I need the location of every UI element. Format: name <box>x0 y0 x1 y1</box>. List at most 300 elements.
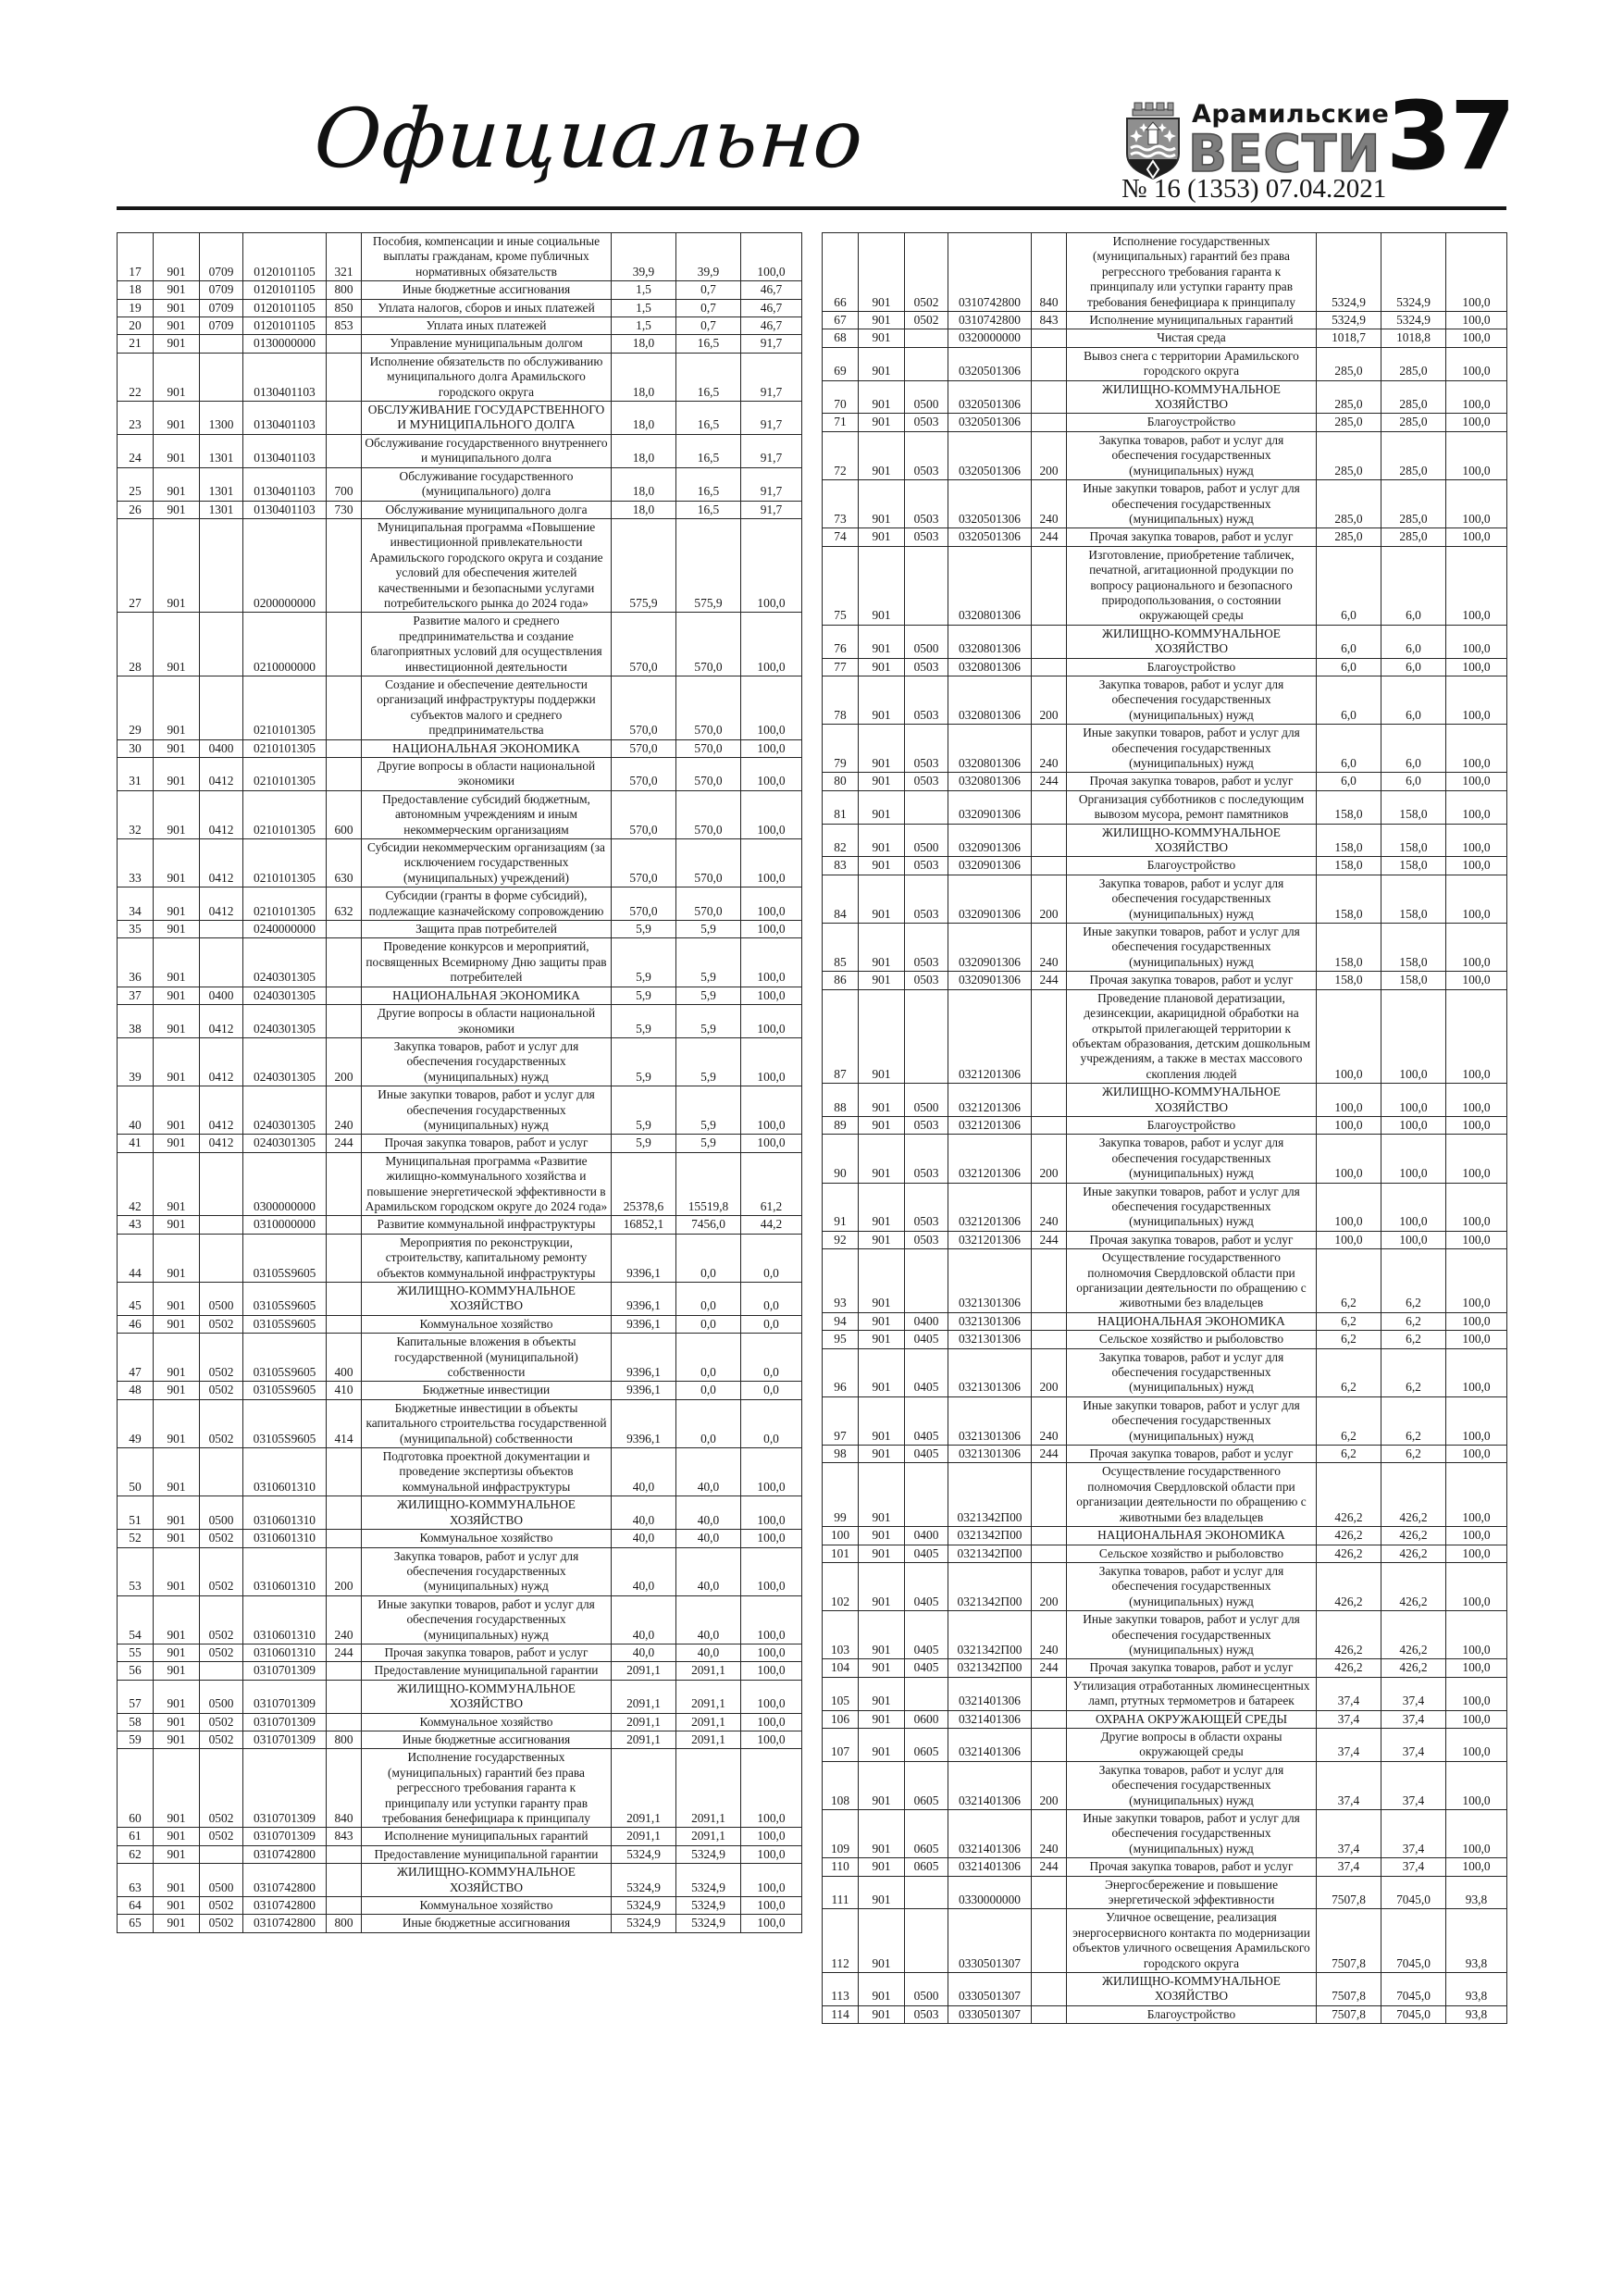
row-number-cell: 38 <box>118 1005 154 1038</box>
grbs-code-cell: 901 <box>154 921 200 938</box>
fact-value-cell: 158,0 <box>1381 824 1446 857</box>
fact-value-cell: 5,9 <box>676 938 741 987</box>
name-cell: Благоустройство <box>1067 857 1317 875</box>
grbs-code-cell: 901 <box>154 1005 200 1038</box>
percent-value-cell: 61,2 <box>741 1152 802 1216</box>
section-code-cell: 0503 <box>905 414 948 431</box>
row-number-cell: 27 <box>118 518 154 612</box>
expense-type-cell: 800 <box>327 281 362 299</box>
plan-value-cell: 9396,1 <box>612 1315 676 1333</box>
table-row <box>118 1644 802 1661</box>
section-code-cell: 0502 <box>200 1382 243 1399</box>
name-cell: Исполнение муниципальных гарантий <box>362 1828 612 1845</box>
plan-value-cell: 9396,1 <box>612 1382 676 1399</box>
expense-type-cell: 840 <box>327 1749 362 1828</box>
name-cell: Иные закупки товаров, работ и услуг для обеспечения государственных (муниципальных) нужд <box>362 1086 612 1135</box>
name-cell: Осуществление государственного полномочия Свердловской области при организации деятельности по обращению с животными без владельцев <box>1067 1249 1317 1313</box>
grbs-code-cell: 901 <box>859 972 905 989</box>
name-cell: Прочая закупка товаров, работ и услуг <box>1067 1659 1317 1677</box>
plan-value-cell: 6,0 <box>1317 676 1381 724</box>
page-section-title: Официально <box>311 91 867 186</box>
percent-value-cell: 100,0 <box>1446 528 1507 546</box>
table-row <box>823 1562 1507 1610</box>
expense-type-cell: 321 <box>327 233 362 281</box>
fact-value-cell: 37,4 <box>1381 1728 1446 1761</box>
table-row <box>118 1399 802 1447</box>
target-article-cell: 0210000000 <box>243 613 327 676</box>
fact-value-cell: 426,2 <box>1381 1659 1446 1677</box>
grbs-code-cell: 901 <box>154 1680 200 1713</box>
target-article-cell: 0310701309 <box>243 1749 327 1828</box>
plan-value-cell: 7507,8 <box>1317 1909 1381 1973</box>
expense-type-cell <box>327 1315 362 1333</box>
fact-value-cell: 5324,9 <box>1381 233 1446 312</box>
grbs-code-cell: 901 <box>859 1909 905 1973</box>
name-cell: Коммунальное хозяйство <box>362 1713 612 1731</box>
table-row <box>118 887 802 921</box>
grbs-code-cell: 901 <box>859 1810 905 1858</box>
budget-table-left <box>117 232 802 1933</box>
plan-value-cell: 570,0 <box>612 887 676 921</box>
section-code-cell: 0412 <box>200 1037 243 1086</box>
fact-value-cell: 158,0 <box>1381 857 1446 875</box>
target-article-cell: 0310701309 <box>243 1828 327 1845</box>
percent-value-cell: 100,0 <box>741 1897 802 1915</box>
row-number-cell: 40 <box>118 1086 154 1135</box>
grbs-code-cell: 901 <box>154 299 200 316</box>
section-code-cell: 0412 <box>200 1005 243 1038</box>
expense-type-cell: 244 <box>327 1135 362 1152</box>
name-cell: Коммунальное хозяйство <box>362 1530 612 1547</box>
grbs-code-cell: 901 <box>859 1876 905 1909</box>
fact-value-cell: 6,2 <box>1381 1396 1446 1445</box>
row-number-cell: 107 <box>823 1728 859 1761</box>
target-article-cell: 0130401103 <box>243 353 327 401</box>
expense-type-cell: 200 <box>1032 1562 1067 1610</box>
name-cell: Уплата иных платежей <box>362 317 612 335</box>
table-row <box>823 380 1507 414</box>
table-row <box>118 1662 802 1680</box>
table-row <box>823 1331 1507 1348</box>
fact-value-cell: 285,0 <box>1381 431 1446 479</box>
expense-type-cell <box>1032 1973 1067 2006</box>
table-row <box>118 1135 802 1152</box>
expense-type-cell <box>327 402 362 435</box>
section-code-cell: 0709 <box>200 299 243 316</box>
table-row <box>118 1749 802 1828</box>
name-cell: Создание и обеспечение деятельности организаций инфраструктуры поддержки субъектов малого и среднего предпринимательства <box>362 676 612 739</box>
name-cell: Мероприятия по реконструкции, строительству, капитальному ремонту объектов коммунальной инфраструктуры <box>362 1234 612 1282</box>
grbs-code-cell: 901 <box>859 924 905 972</box>
name-cell: Развитие коммунальной инфраструктуры <box>362 1216 612 1234</box>
percent-value-cell: 100,0 <box>1446 1116 1507 1134</box>
fact-value-cell: 285,0 <box>1381 414 1446 431</box>
row-number-cell: 22 <box>118 353 154 401</box>
section-code-cell: 0605 <box>905 1728 948 1761</box>
plan-value-cell: 6,0 <box>1317 546 1381 625</box>
name-cell: Прочая закупка товаров, работ и услуг <box>1067 972 1317 989</box>
fact-value-cell: 5,9 <box>676 1005 741 1038</box>
grbs-code-cell: 901 <box>859 233 905 312</box>
name-cell: ЖИЛИЩНО-КОММУНАЛЬНОЕ ХОЗЯЙСТВО <box>362 1283 612 1316</box>
fact-value-cell: 0,0 <box>676 1382 741 1399</box>
target-article-cell: 0321401306 <box>948 1710 1032 1728</box>
table-row <box>118 790 802 838</box>
fact-value-cell: 6,2 <box>1381 1446 1446 1463</box>
expense-type-cell <box>1032 1710 1067 1728</box>
target-article-cell: 03105S9605 <box>243 1334 327 1382</box>
name-cell: Муниципальная программа «Повышение инвестиционной привлекательности Арамильского городского округа и создание условий для обеспечения жителей качественными и безопасными услугами потребительского рынка до 2024 года» <box>362 518 612 612</box>
section-code-cell <box>905 347 948 380</box>
percent-value-cell: 100,0 <box>741 839 802 887</box>
name-cell: Проведение конкурсов и мероприятий, посвященных Всемирному Дню защиты прав потребителей <box>362 938 612 987</box>
table-row <box>823 1973 1507 2006</box>
expense-type-cell <box>327 1864 362 1897</box>
percent-value-cell: 100,0 <box>1446 857 1507 875</box>
name-cell: Закупка товаров, работ и услуг для обеспечения государственных (муниципальных) нужд <box>362 1547 612 1595</box>
row-number-cell: 83 <box>823 857 859 875</box>
expense-type-cell: 853 <box>327 317 362 335</box>
table-row <box>823 1183 1507 1231</box>
percent-value-cell: 100,0 <box>1446 1183 1507 1231</box>
table-row <box>118 839 802 887</box>
section-code-cell: 0405 <box>905 1396 948 1445</box>
fact-value-cell: 16,5 <box>676 434 741 467</box>
row-number-cell: 58 <box>118 1713 154 1731</box>
section-code-cell: 1301 <box>200 501 243 518</box>
grbs-code-cell: 901 <box>859 480 905 528</box>
section-code-cell <box>905 989 948 1083</box>
table-row <box>823 1249 1507 1313</box>
target-article-cell: 0240000000 <box>243 921 327 938</box>
percent-value-cell: 100,0 <box>741 887 802 921</box>
plan-value-cell: 100,0 <box>1317 1135 1381 1183</box>
percent-value-cell: 100,0 <box>1446 1135 1507 1183</box>
plan-value-cell: 5,9 <box>612 1086 676 1135</box>
target-article-cell: 0330501307 <box>948 1973 1032 2006</box>
table-row <box>118 739 802 757</box>
table-row <box>118 467 802 501</box>
grbs-code-cell: 901 <box>154 518 200 612</box>
grbs-code-cell: 901 <box>154 1152 200 1216</box>
expense-type-cell: 240 <box>1032 924 1067 972</box>
expense-type-cell <box>1032 857 1067 875</box>
name-cell: Иные закупки товаров, работ и услуг для обеспечения государственных (муниципальных) нужд <box>1067 1810 1317 1858</box>
target-article-cell: 0120101105 <box>243 233 327 281</box>
row-number-cell: 39 <box>118 1037 154 1086</box>
table-row <box>118 1897 802 1915</box>
grbs-code-cell: 901 <box>154 1915 200 1932</box>
section-code-cell <box>200 921 243 938</box>
table-row <box>118 281 802 299</box>
plan-value-cell: 570,0 <box>612 613 676 676</box>
plan-value-cell: 7507,8 <box>1317 1973 1381 2006</box>
table-row <box>118 233 802 281</box>
percent-value-cell: 100,0 <box>741 1680 802 1713</box>
percent-value-cell: 100,0 <box>1446 233 1507 312</box>
fact-value-cell: 5324,9 <box>1381 312 1446 329</box>
table-row <box>118 1334 802 1382</box>
target-article-cell: 0321401306 <box>948 1858 1032 1876</box>
name-cell: Закупка товаров, работ и услуг для обеспечения государственных (муниципальных) нужд <box>1067 1761 1317 1809</box>
table-row <box>823 1909 1507 1973</box>
plan-value-cell: 40,0 <box>612 1547 676 1595</box>
grbs-code-cell: 901 <box>859 773 905 790</box>
name-cell: Пособия, компенсации и иные социальные выплаты гражданам, кроме публичных нормативных обязательств <box>362 233 612 281</box>
target-article-cell: 0310601310 <box>243 1448 327 1496</box>
section-code-cell: 0503 <box>905 2005 948 2023</box>
name-cell: Другие вопросы в области национальной экономики <box>362 1005 612 1038</box>
name-cell: Защита прав потребителей <box>362 921 612 938</box>
expense-type-cell <box>327 1845 362 1863</box>
fact-value-cell: 15519,8 <box>676 1152 741 1216</box>
expense-type-cell <box>327 335 362 353</box>
percent-value-cell: 100,0 <box>1446 972 1507 989</box>
fact-value-cell: 6,2 <box>1381 1348 1446 1396</box>
fact-value-cell: 2091,1 <box>676 1749 741 1828</box>
row-number-cell: 50 <box>118 1448 154 1496</box>
expense-type-cell: 410 <box>327 1382 362 1399</box>
row-number-cell: 69 <box>823 347 859 380</box>
plan-value-cell: 6,0 <box>1317 725 1381 773</box>
percent-value-cell: 0,0 <box>741 1315 802 1333</box>
plan-value-cell: 100,0 <box>1317 1231 1381 1248</box>
grbs-code-cell: 901 <box>859 1116 905 1134</box>
expense-type-cell: 244 <box>1032 1659 1067 1677</box>
table-row <box>118 1731 802 1748</box>
name-cell: ЖИЛИЩНО-КОММУНАЛЬНОЕ ХОЗЯЙСТВО <box>362 1864 612 1897</box>
fact-value-cell: 6,0 <box>1381 676 1446 724</box>
fact-value-cell: 2091,1 <box>676 1680 741 1713</box>
plan-value-cell: 570,0 <box>612 676 676 739</box>
plan-value-cell: 5324,9 <box>612 1915 676 1932</box>
fact-value-cell: 16,5 <box>676 467 741 501</box>
section-code-cell: 0500 <box>905 1973 948 2006</box>
name-cell: Обслуживание муниципального долга <box>362 501 612 518</box>
plan-value-cell: 285,0 <box>1317 380 1381 414</box>
grbs-code-cell: 901 <box>859 658 905 676</box>
plan-value-cell: 5,9 <box>612 1037 676 1086</box>
row-number-cell: 74 <box>823 528 859 546</box>
grbs-code-cell: 901 <box>859 1728 905 1761</box>
expense-type-cell: 240 <box>1032 1183 1067 1231</box>
section-code-cell: 0502 <box>200 1828 243 1845</box>
fact-value-cell: 37,4 <box>1381 1858 1446 1876</box>
fact-value-cell: 2091,1 <box>676 1713 741 1731</box>
expense-type-cell: 200 <box>1032 1135 1067 1183</box>
target-article-cell: 0321201306 <box>948 1116 1032 1134</box>
expense-type-cell <box>327 1530 362 1547</box>
grbs-code-cell: 901 <box>154 1135 200 1152</box>
fact-value-cell: 5324,9 <box>676 1897 741 1915</box>
plan-value-cell: 37,4 <box>1317 1677 1381 1710</box>
section-code-cell: 0412 <box>200 790 243 838</box>
table-row <box>823 725 1507 773</box>
plan-value-cell: 100,0 <box>1317 989 1381 1083</box>
expense-type-cell <box>1032 414 1067 431</box>
name-cell: НАЦИОНАЛЬНАЯ ЭКОНОМИКА <box>1067 1312 1317 1330</box>
fact-value-cell: 570,0 <box>676 676 741 739</box>
table-row <box>823 1312 1507 1330</box>
fact-value-cell: 426,2 <box>1381 1527 1446 1545</box>
table-row <box>823 1858 1507 1876</box>
table-row <box>823 431 1507 479</box>
grbs-code-cell: 901 <box>859 625 905 658</box>
brand-top-label: Арамильские <box>1192 100 1390 129</box>
percent-value-cell: 100,0 <box>1446 546 1507 625</box>
table-row <box>823 1135 1507 1183</box>
percent-value-cell: 100,0 <box>741 1595 802 1644</box>
section-code-cell: 0502 <box>200 1644 243 1661</box>
row-number-cell: 46 <box>118 1315 154 1333</box>
row-number-cell: 17 <box>118 233 154 281</box>
grbs-code-cell: 901 <box>859 875 905 923</box>
percent-value-cell: 100,0 <box>1446 1677 1507 1710</box>
table-row <box>823 312 1507 329</box>
plan-value-cell: 18,0 <box>612 501 676 518</box>
fact-value-cell: 0,0 <box>676 1334 741 1382</box>
section-code-cell: 0500 <box>905 625 948 658</box>
table-row <box>118 1713 802 1731</box>
row-number-cell: 57 <box>118 1680 154 1713</box>
section-code-cell <box>200 1662 243 1680</box>
grbs-code-cell: 901 <box>154 1662 200 1680</box>
row-number-cell: 81 <box>823 790 859 824</box>
row-number-cell: 112 <box>823 1909 859 1973</box>
plan-value-cell: 570,0 <box>612 758 676 791</box>
row-number-cell: 60 <box>118 1749 154 1828</box>
plan-value-cell: 9396,1 <box>612 1234 676 1282</box>
grbs-code-cell: 901 <box>859 1463 905 1527</box>
table-row <box>823 1463 1507 1527</box>
percent-value-cell: 100,0 <box>741 1845 802 1863</box>
plan-value-cell: 6,2 <box>1317 1446 1381 1463</box>
fact-value-cell: 40,0 <box>676 1644 741 1661</box>
row-number-cell: 113 <box>823 1973 859 2006</box>
expense-type-cell: 244 <box>1032 773 1067 790</box>
grbs-code-cell: 901 <box>859 1135 905 1183</box>
section-code-cell: 0503 <box>905 857 948 875</box>
section-code-cell: 0412 <box>200 758 243 791</box>
row-number-cell: 77 <box>823 658 859 676</box>
section-code-cell: 0412 <box>200 1086 243 1135</box>
target-article-cell: 0320801306 <box>948 725 1032 773</box>
name-cell: ЖИЛИЩНО-КОММУНАЛЬНОЕ ХОЗЯЙСТВО <box>1067 824 1317 857</box>
plan-value-cell: 426,2 <box>1317 1659 1381 1677</box>
row-number-cell: 66 <box>823 233 859 312</box>
plan-value-cell: 158,0 <box>1317 824 1381 857</box>
target-article-cell: 0321342П00 <box>948 1611 1032 1659</box>
name-cell: Прочая закупка товаров, работ и услуг <box>1067 773 1317 790</box>
table-row <box>823 790 1507 824</box>
section-code-cell: 1301 <box>200 434 243 467</box>
plan-value-cell: 285,0 <box>1317 528 1381 546</box>
percent-value-cell: 100,0 <box>1446 1446 1507 1463</box>
grbs-code-cell: 901 <box>859 312 905 329</box>
plan-value-cell: 5324,9 <box>1317 312 1381 329</box>
name-cell: НАЦИОНАЛЬНАЯ ЭКОНОМИКА <box>362 987 612 1004</box>
fact-value-cell: 7456,0 <box>676 1216 741 1234</box>
fact-value-cell: 2091,1 <box>676 1662 741 1680</box>
name-cell: Обслуживание государственного (муниципального) долга <box>362 467 612 501</box>
grbs-code-cell: 901 <box>154 1283 200 1316</box>
name-cell: Развитие малого и среднего предпринимательства и создание благоприятных условий для осуществления инвестиционной деятельности <box>362 613 612 676</box>
name-cell: Благоустройство <box>1067 2005 1317 2023</box>
fact-value-cell: 5,9 <box>676 1037 741 1086</box>
fact-value-cell: 285,0 <box>1381 480 1446 528</box>
row-number-cell: 102 <box>823 1562 859 1610</box>
name-cell: Предоставление субсидий бюджетным, автономным учреждениям и иным некоммерческим организациям <box>362 790 612 838</box>
grbs-code-cell: 901 <box>154 467 200 501</box>
percent-value-cell: 100,0 <box>1446 1312 1507 1330</box>
section-code-cell <box>200 1234 243 1282</box>
row-number-cell: 56 <box>118 1662 154 1680</box>
grbs-code-cell: 901 <box>859 1677 905 1710</box>
target-article-cell: 0321201306 <box>948 1231 1032 1248</box>
expense-type-cell <box>1032 329 1067 347</box>
grbs-code-cell: 901 <box>154 1496 200 1530</box>
table-row <box>118 1382 802 1399</box>
table-row <box>118 1234 802 1282</box>
expense-type-cell: 630 <box>327 839 362 887</box>
fact-value-cell: 37,4 <box>1381 1677 1446 1710</box>
grbs-code-cell: 901 <box>154 1731 200 1748</box>
fact-value-cell: 575,9 <box>676 518 741 612</box>
target-article-cell: 03105S9605 <box>243 1283 327 1316</box>
row-number-cell: 87 <box>823 989 859 1083</box>
expense-type-cell <box>1032 1249 1067 1313</box>
plan-value-cell: 6,0 <box>1317 658 1381 676</box>
row-number-cell: 53 <box>118 1547 154 1595</box>
plan-value-cell: 9396,1 <box>612 1399 676 1447</box>
fact-value-cell: 5,9 <box>676 1086 741 1135</box>
plan-value-cell: 5,9 <box>612 921 676 938</box>
grbs-code-cell: 901 <box>859 790 905 824</box>
name-cell: Прочая закупка товаров, работ и услуг <box>1067 528 1317 546</box>
table-row <box>118 1828 802 1845</box>
table-row <box>118 1448 802 1496</box>
grbs-code-cell: 901 <box>154 1897 200 1915</box>
percent-value-cell: 100,0 <box>741 676 802 739</box>
plan-value-cell: 100,0 <box>1317 1084 1381 1117</box>
fact-value-cell: 6,0 <box>1381 773 1446 790</box>
table-row <box>118 1283 802 1316</box>
percent-value-cell: 100,0 <box>741 790 802 838</box>
target-article-cell: 0240301305 <box>243 1005 327 1038</box>
name-cell: Коммунальное хозяйство <box>362 1315 612 1333</box>
row-number-cell: 110 <box>823 1858 859 1876</box>
grbs-code-cell: 901 <box>154 1037 200 1086</box>
plan-value-cell: 100,0 <box>1317 1116 1381 1134</box>
expense-type-cell <box>1032 1677 1067 1710</box>
section-code-cell: 0400 <box>200 739 243 757</box>
expense-type-cell: 200 <box>1032 1761 1067 1809</box>
section-code-cell: 0412 <box>200 839 243 887</box>
percent-value-cell: 93,8 <box>1446 1973 1507 2006</box>
grbs-code-cell: 901 <box>859 725 905 773</box>
percent-value-cell: 100,0 <box>1446 380 1507 414</box>
percent-value-cell: 100,0 <box>1446 676 1507 724</box>
plan-value-cell: 575,9 <box>612 518 676 612</box>
expense-type-cell: 400 <box>327 1334 362 1382</box>
section-code-cell: 0503 <box>905 480 948 528</box>
percent-value-cell: 100,0 <box>1446 1396 1507 1445</box>
grbs-code-cell: 901 <box>859 380 905 414</box>
row-number-cell: 24 <box>118 434 154 467</box>
row-number-cell: 42 <box>118 1152 154 1216</box>
name-cell: Закупка товаров, работ и услуг для обеспечения государственных (муниципальных) нужд <box>1067 875 1317 923</box>
expense-type-cell <box>327 1662 362 1680</box>
